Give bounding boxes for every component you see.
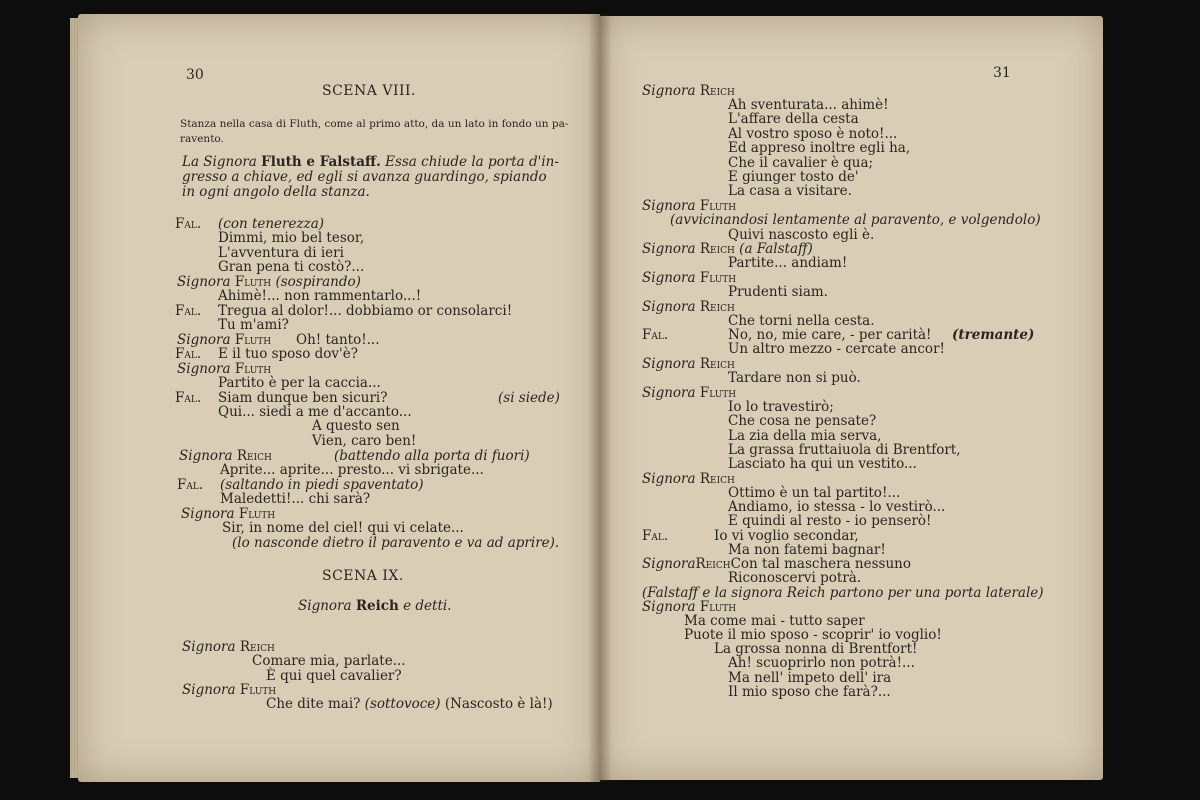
speaker-signora-fluth: Signora Fluth: [642, 599, 737, 615]
speaker-signora-fluth: Signora Fluth: [642, 198, 737, 214]
speaker-signora-reich: Signora Reich: [642, 471, 735, 487]
speaker-signora-fluth: Signora Fluth: [642, 270, 737, 286]
left-page: [78, 14, 600, 782]
verse-line: Puote il mio sposo - scoprir' io voglio!: [684, 627, 942, 643]
speaker-signora-reich: Signora Reich (a Falstaff): [642, 241, 813, 257]
verse-line: Ahimè!... non rammentarlo...!: [218, 288, 422, 304]
verse-line: Che il cavalier è qua;: [728, 155, 874, 171]
verse-line: Ah! scuoprirlo non potrà!...: [728, 655, 915, 671]
verse-line: Sir, in nome del ciel! qui vi celate...: [222, 520, 464, 536]
stage-direction: (avvicinandosi lentamente al paravento, e volgendolo): [670, 212, 1041, 228]
speaker-fal: Fal.: [177, 477, 204, 493]
stage-direction: (saltando in piedi spaventato): [220, 477, 424, 493]
verse-line: Ah sventurata... ahimè!: [728, 97, 889, 113]
speaker-fal: Fal.: [175, 390, 202, 406]
scene-ix-heading: SCENA IX.: [322, 568, 404, 584]
speaker-signora-reich: Signora Reich: [179, 448, 272, 464]
scene-intro-line: La Signora Fluth e Falstaff. Essa chiude la porta d'in-: [182, 154, 559, 170]
stage-direction: (tremante): [952, 327, 1035, 343]
speaker-signora-fluth: Signora Fluth: [177, 332, 272, 348]
stage-direction: (Falstaff e la signora Reich partono per una porta laterale): [642, 585, 1044, 601]
verse-line: Tu m'ami?: [218, 317, 289, 333]
speaker-fal: Fal.: [175, 303, 202, 319]
speaker-signora-reich: Signora Reich: [642, 356, 735, 372]
scene-intro-line: gresso a chiave, ed egli si avanza guardingo, spiando: [182, 169, 547, 185]
verse-line: L'avventura di ieri: [218, 245, 344, 261]
verse-line: Siam dunque ben sicuri?: [218, 390, 388, 406]
stage-direction: (battendo alla porta di fuori): [334, 448, 530, 464]
verse-line: Qui... siedi a me d'accanto...: [218, 404, 412, 420]
stage-direction: (si siede): [498, 390, 560, 406]
verse-line: La grossa nonna di Brentfort!: [714, 641, 918, 657]
verse-line: Il mio sposo che farà?...: [728, 684, 891, 700]
verse-line: Quivi nascosto egli è.: [728, 227, 875, 243]
verse-line: Maledetti!... chi sarà?: [220, 491, 371, 507]
verse-line: Che cosa ne pensate?: [728, 413, 877, 429]
scene-intro-line: in ogni angolo della stanza.: [182, 184, 370, 200]
speaker-fal: Fal.: [175, 346, 202, 362]
verse-line: Un altro mezzo - cercate ancor!: [728, 341, 945, 357]
verse-line: La zia della mia serva,: [728, 428, 882, 444]
verse-line: Oh! tanto!...: [296, 332, 380, 348]
speaker-signora-reich: SignoraReichCon tal maschera nessuno: [642, 556, 911, 572]
verse-line: E il tuo sposo dov'è?: [218, 346, 358, 362]
speaker-signora-fluth: Signora Fluth: [642, 385, 737, 401]
stage-direction: (con tenerezza): [218, 216, 325, 232]
verse-line: Ma nell' impeto dell' ira: [728, 670, 892, 686]
verse-line: A questo sen: [312, 418, 400, 434]
scene-ix-intro: Signora Reich e detti.: [298, 598, 452, 614]
verse-line: La grassa fruttaiuola di Brentfort,: [728, 442, 961, 458]
speaker-signora-fluth: Signora Fluth: [182, 682, 277, 698]
verse-line: Che torni nella cesta.: [728, 313, 875, 329]
verse-line: No, no, mie care, - per carità!: [728, 327, 932, 343]
verse-line: Al vostro sposo è noto!...: [728, 126, 898, 142]
verse-line: Prudenti siam.: [728, 284, 828, 300]
verse-line: La casa a visitare.: [728, 183, 852, 199]
book-gutter: [588, 14, 612, 782]
right-page: [600, 16, 1103, 780]
verse-line: E quindi al resto - io penserò!: [728, 513, 932, 529]
scene-viii-heading: SCENA VIII.: [322, 83, 416, 99]
speaker-signora-reich: Signora Reich: [642, 83, 735, 99]
stage-direction-line: Stanza nella casa di Fluth, come al primo atto, da un lato in fondo un pa-: [180, 118, 569, 130]
verse-line: Comare mia, parlate...: [252, 653, 406, 669]
speaker-fal: Fal.: [175, 216, 202, 232]
verse-line: Che dite mai? (sottovoce) (Nascosto è là!): [266, 696, 553, 712]
verse-line: Gran pena ti costò?...: [218, 259, 365, 275]
verse-line: E giunger tosto de': [728, 169, 859, 185]
speaker-fal: Fal.: [642, 327, 669, 343]
stage-direction-line: ravento.: [180, 133, 224, 145]
verse-line: Aprite... aprite... presto... vi sbrigate...: [220, 462, 484, 478]
verse-line: Io lo travestirò;: [728, 399, 834, 415]
verse-line: Vien, caro ben!: [312, 433, 417, 449]
verse-line: Dimmi, mio bel tesor,: [218, 230, 365, 246]
verse-line: Ottimo è un tal partito!...: [728, 485, 901, 501]
speaker-fal: Fal.: [642, 528, 669, 544]
speaker-signora-fluth: Signora Fluth (sospirando): [177, 274, 361, 290]
speaker-signora-fluth: Signora Fluth: [177, 361, 272, 377]
stage-direction: (lo nasconde dietro il paravento e va ad aprire).: [232, 535, 560, 551]
verse-line: Riconoscervi potrà.: [728, 570, 862, 586]
speaker-signora-reich: Signora Reich: [642, 299, 735, 315]
verse-line: Tardare non si può.: [728, 370, 861, 386]
page-number-30: 30: [186, 67, 204, 83]
verse-line: Partito è per la caccia...: [218, 375, 381, 391]
page-number-31: 31: [993, 65, 1011, 81]
verse-line: Ma come mai - tutto saper: [684, 613, 865, 629]
verse-line: È qui quel cavalier?: [266, 668, 402, 684]
verse-line: Partite... andiam!: [728, 255, 848, 271]
verse-line: Ed appreso inoltre egli ha,: [728, 140, 911, 156]
verse-line: Ma non fatemi bagnar!: [728, 542, 886, 558]
verse-line: Andiamo, io stessa - lo vestirò...: [728, 499, 946, 515]
speaker-signora-fluth: Signora Fluth: [181, 506, 276, 522]
speaker-signora-reich: Signora Reich: [182, 639, 275, 655]
verse-line: Lasciato ha qui un vestito...: [728, 456, 917, 472]
verse-line: Tregua al dolor!... dobbiamo or consolarci!: [218, 303, 513, 319]
verse-line: Io vi voglio secondar,: [714, 528, 859, 544]
verse-line: L'affare della cesta: [728, 111, 859, 127]
